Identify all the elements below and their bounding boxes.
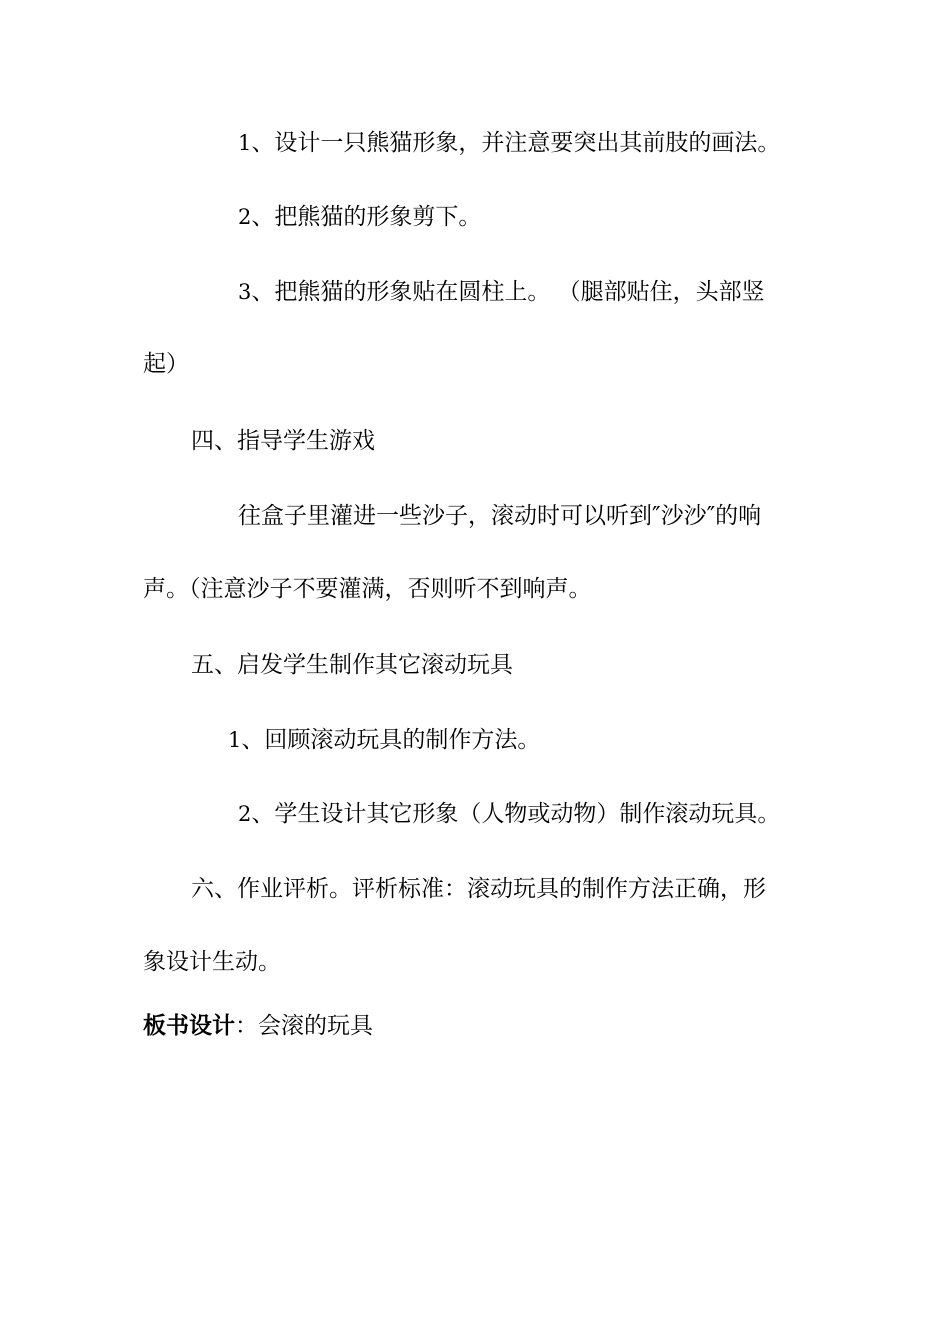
step-1-line <box>238 128 780 158</box>
step-number: 2 <box>238 802 252 826</box>
section-6-continuation <box>143 947 281 977</box>
step-text: 、学生设计其它形象（人物或动物）制作滚动玩具。 <box>251 801 781 827</box>
board-design-colon: ： <box>235 1013 258 1039</box>
section-5-heading <box>191 650 513 680</box>
step-number: 3 <box>238 280 252 304</box>
step-number: 1 <box>228 728 242 752</box>
step-number: 1 <box>238 131 252 155</box>
step-text: 、把熊猫的形象贴在圆柱上。 （腿部贴住，头部竖 <box>251 279 765 305</box>
step-3-line <box>238 277 765 307</box>
section-6-heading <box>191 874 766 904</box>
board-design-value: 会滚的玩具 <box>258 1013 373 1039</box>
board-design-line <box>143 1011 373 1041</box>
section-4-heading <box>191 426 375 456</box>
board-design-label: 板书设计 <box>143 1013 235 1039</box>
step-text: 、设计一只熊猫形象，并注意要突出其前肢的画法。 <box>251 130 781 156</box>
paragraph-text: 起） <box>143 351 189 377</box>
step-text: 、把熊猫的形象剪下。 <box>251 204 482 230</box>
section-4-paragraph <box>238 501 761 531</box>
step-2-line <box>238 202 481 232</box>
section-4-paragraph-continuation <box>143 574 592 604</box>
paragraph-text: 象设计生动。 <box>143 949 281 975</box>
heading-text: 四、指导学生游戏 <box>191 428 375 454</box>
heading-text: 五、启发学生制作其它滚动玩具 <box>191 652 513 678</box>
step-text: 、回顾滚动玩具的制作方法。 <box>241 727 541 753</box>
step-3-continuation <box>143 349 189 379</box>
step-number: 2 <box>238 205 252 229</box>
section-5-item-2 <box>238 799 780 829</box>
paragraph-text: 声。（注意沙子不要灌满，否则听不到响声。 <box>143 576 592 602</box>
paragraph-text: 往盒子里灌进一些沙子，滚动时可以听到″沙沙″的响 <box>238 503 762 529</box>
section-5-item-1 <box>228 725 540 755</box>
heading-text: 六、作业评析。评析标准：滚动玩具的制作方法正确，形 <box>191 876 766 902</box>
